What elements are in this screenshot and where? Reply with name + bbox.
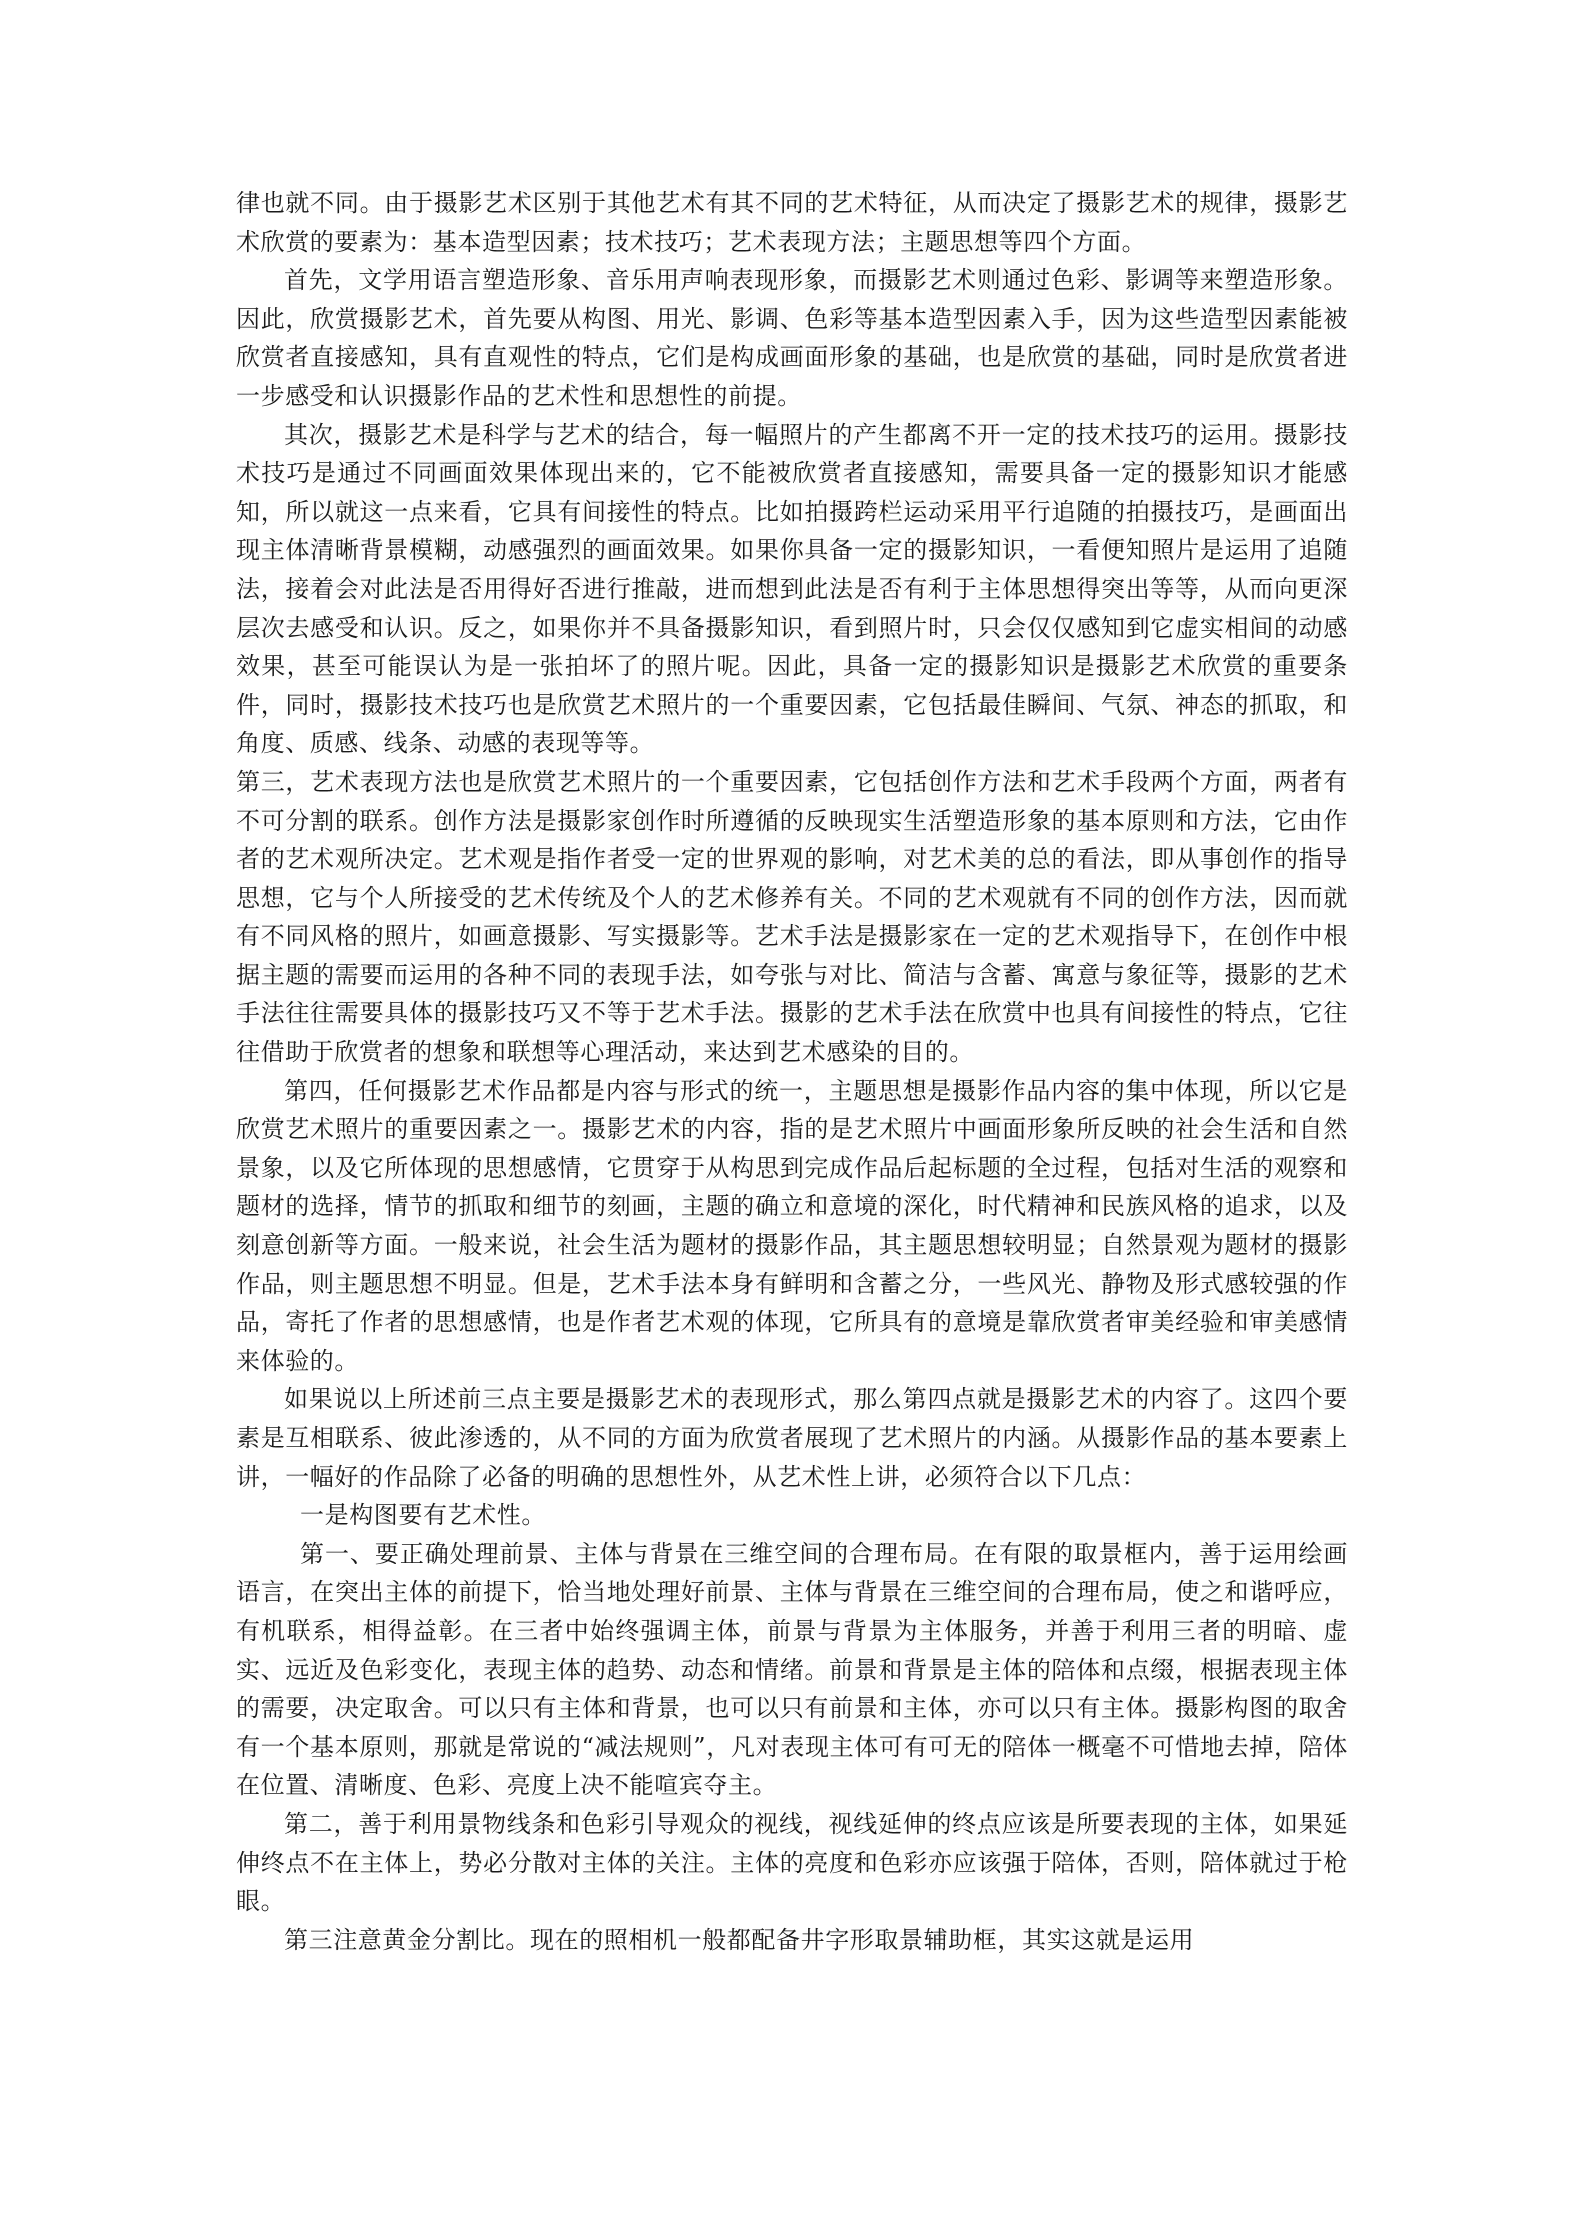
document-body bbox=[236, 184, 1348, 1959]
paragraph-1: 律也就不同。由于摄影艺术区别于其他艺术有其不同的艺术特征，从而决定了摄影艺术的规律，摄影艺术欣赏的要素为：基本造型因素；技术技巧；艺术表现方法；主题思想等四个方面。 bbox=[236, 189, 1348, 256]
paragraph-7: 一是构图要有艺术性。 bbox=[300, 1501, 546, 1530]
paragraph-10: 第三注意黄金分割比。现在的照相机一般都配备井字形取景辅助框，其实这就是运用 bbox=[284, 1925, 1195, 1954]
paragraph-9: 第二，善于利用景物线条和色彩引导观众的视线，视线延伸的终点应该是所要表现的主体，如果延伸终点不在主体上，势必分散对主体的关注。主体的亮度和色彩亦应该强于陪体，否则，陪体就过于枪眼。 bbox=[236, 1809, 1348, 1916]
paragraph-5: 第四，任何摄影艺术作品都是内容与形式的统一，主题思想是摄影作品内容的集中体现，所以它是欣赏艺术照片的重要因素之一。摄影艺术的内容，指的是艺术照片中画面形象所反映的社会生活和自然景象，以及它所体现的思想感情，它贯穿于从构思到完成作品后起标题的全过程，包括对生活的观察和题材的选择，情节的抓取和细节的刻画，主题的确立和意境的深化，时代精神和民族风格的追求，以及刻意创新等方面。一般来说，社会生活为题材的摄影作品，其主题思想较明显；自然景观为题材的摄影作品，则主题思想不明显。但是，艺术手法本身有鲜明和含蓄之分，一些风光、静物及形式感较强的作品，寄托了作者的思想感情，也是作者艺术观的体现，它所具有的意境是靠欣赏者审美经验和审美感情来体验的。 bbox=[236, 1076, 1348, 1375]
paragraph-4: 第三，艺术表现方法也是欣赏艺术照片的一个重要因素，它包括创作方法和艺术手段两个方面，两者有不可分割的联系。创作方法是摄影家创作时所遵循的反映现实生活塑造形象的基本原则和方法，它由作者的艺术观所决定。艺术观是指作者受一定的世界观的影响，对艺术美的总的看法，即从事创作的指导思想，它与个人所接受的艺术传统及个人的艺术修养有关。不同的艺术观就有不同的创作方法，因而就有不同风格的照片，如画意摄影、写实摄影等。艺术手法是摄影家在一定的艺术观指导下，在创作中根据主题的需要而运用的各种不同的表现手法，如夸张与对比、简洁与含蓄、寓意与象征等，摄影的艺术手法往往需要具体的摄影技巧又不等于艺术手法。摄影的艺术手法在欣赏中也具有间接性的特点，它往往借助于欣赏者的想象和联想等心理活动，来达到艺术感染的目的。 bbox=[236, 767, 1348, 1067]
paragraph-2: 首先，文学用语言塑造形象、音乐用声响表现形象，而摄影艺术则通过色彩、影调等来塑造形象。因此，欣赏摄影艺术，首先要从构图、用光、影调、色彩等基本造型因素入手，因为这些造型因素能被欣赏者直接感知，具有直观性的特点，它们是构成画面形象的基础，也是欣赏的基础，同时是欣赏者进一步感受和认识摄影作品的艺术性和思想性的前提。 bbox=[236, 266, 1348, 410]
paragraph-3: 其次，摄影艺术是科学与艺术的结合，每一幅照片的产生都离不开一定的技术技巧的运用。摄影技术技巧是通过不同画面效果体现出来的，它不能被欣赏者直接感知，需要具备一定的摄影知识才能感知，所以就这一点来看，它具有间接性的特点。比如拍摄跨栏运动采用平行追随的拍摄技巧，是画面出现主体清晰背景模糊，动感强烈的画面效果。如果你具备一定的摄影知识，一看便知照片是运用了追随法，接着会对此法是否用得好否进行推敲，进而想到此法是否有利于主体思想得突出等等，从而向更深层次去感受和认识。反之，如果你并不具备摄影知识，看到照片时，只会仅仅感知到它虚实相间的动感效果，甚至可能误认为是一张拍坏了的照片呢。因此，具备一定的摄影知识是摄影艺术欣赏的重要条件，同时，摄影技术技巧也是欣赏艺术照片的一个重要因素，它包括最佳瞬间、气氛、神态的抓取，和角度、质感、线条、动感的表现等等。 bbox=[236, 420, 1348, 758]
paragraph-6: 如果说以上所述前三点主要是摄影艺术的表现形式，那么第四点就是摄影艺术的内容了。这四个要素是互相联系、彼此渗透的，从不同的方面为欣赏者展现了艺术照片的内涵。从摄影作品的基本要素上讲，一幅好的作品除了必备的明确的思想性外，从艺术性上讲，必须符合以下几点： bbox=[236, 1385, 1348, 1491]
paragraph-8: 第一、要正确处理前景、主体与背景在三维空间的合理布局。在有限的取景框内，善于运用绘画语言，在突出主体的前提下，恰当地处理好前景、主体与背景在三维空间的合理布局，使之和谐呼应，有机联系，相得益彰。在三者中始终强调主体，前景与背景为主体服务，并善于利用三者的明暗、虚实、远近及色彩变化，表现主体的趋势、动态和情绪。前景和背景是主体的陪体和点缀，根据表现主体的需要，决定取舍。可以只有主体和背景，也可以只有前景和主体，亦可以只有主体。摄影构图的取舍有一个基本原则，那就是常说的“减法规则”，凡对表现主体可有可无的陪体一概毫不可惜地去掉，陪体在位置、清晰度、色彩、亮度上决不能喧宾夺主。 bbox=[236, 1539, 1348, 1800]
